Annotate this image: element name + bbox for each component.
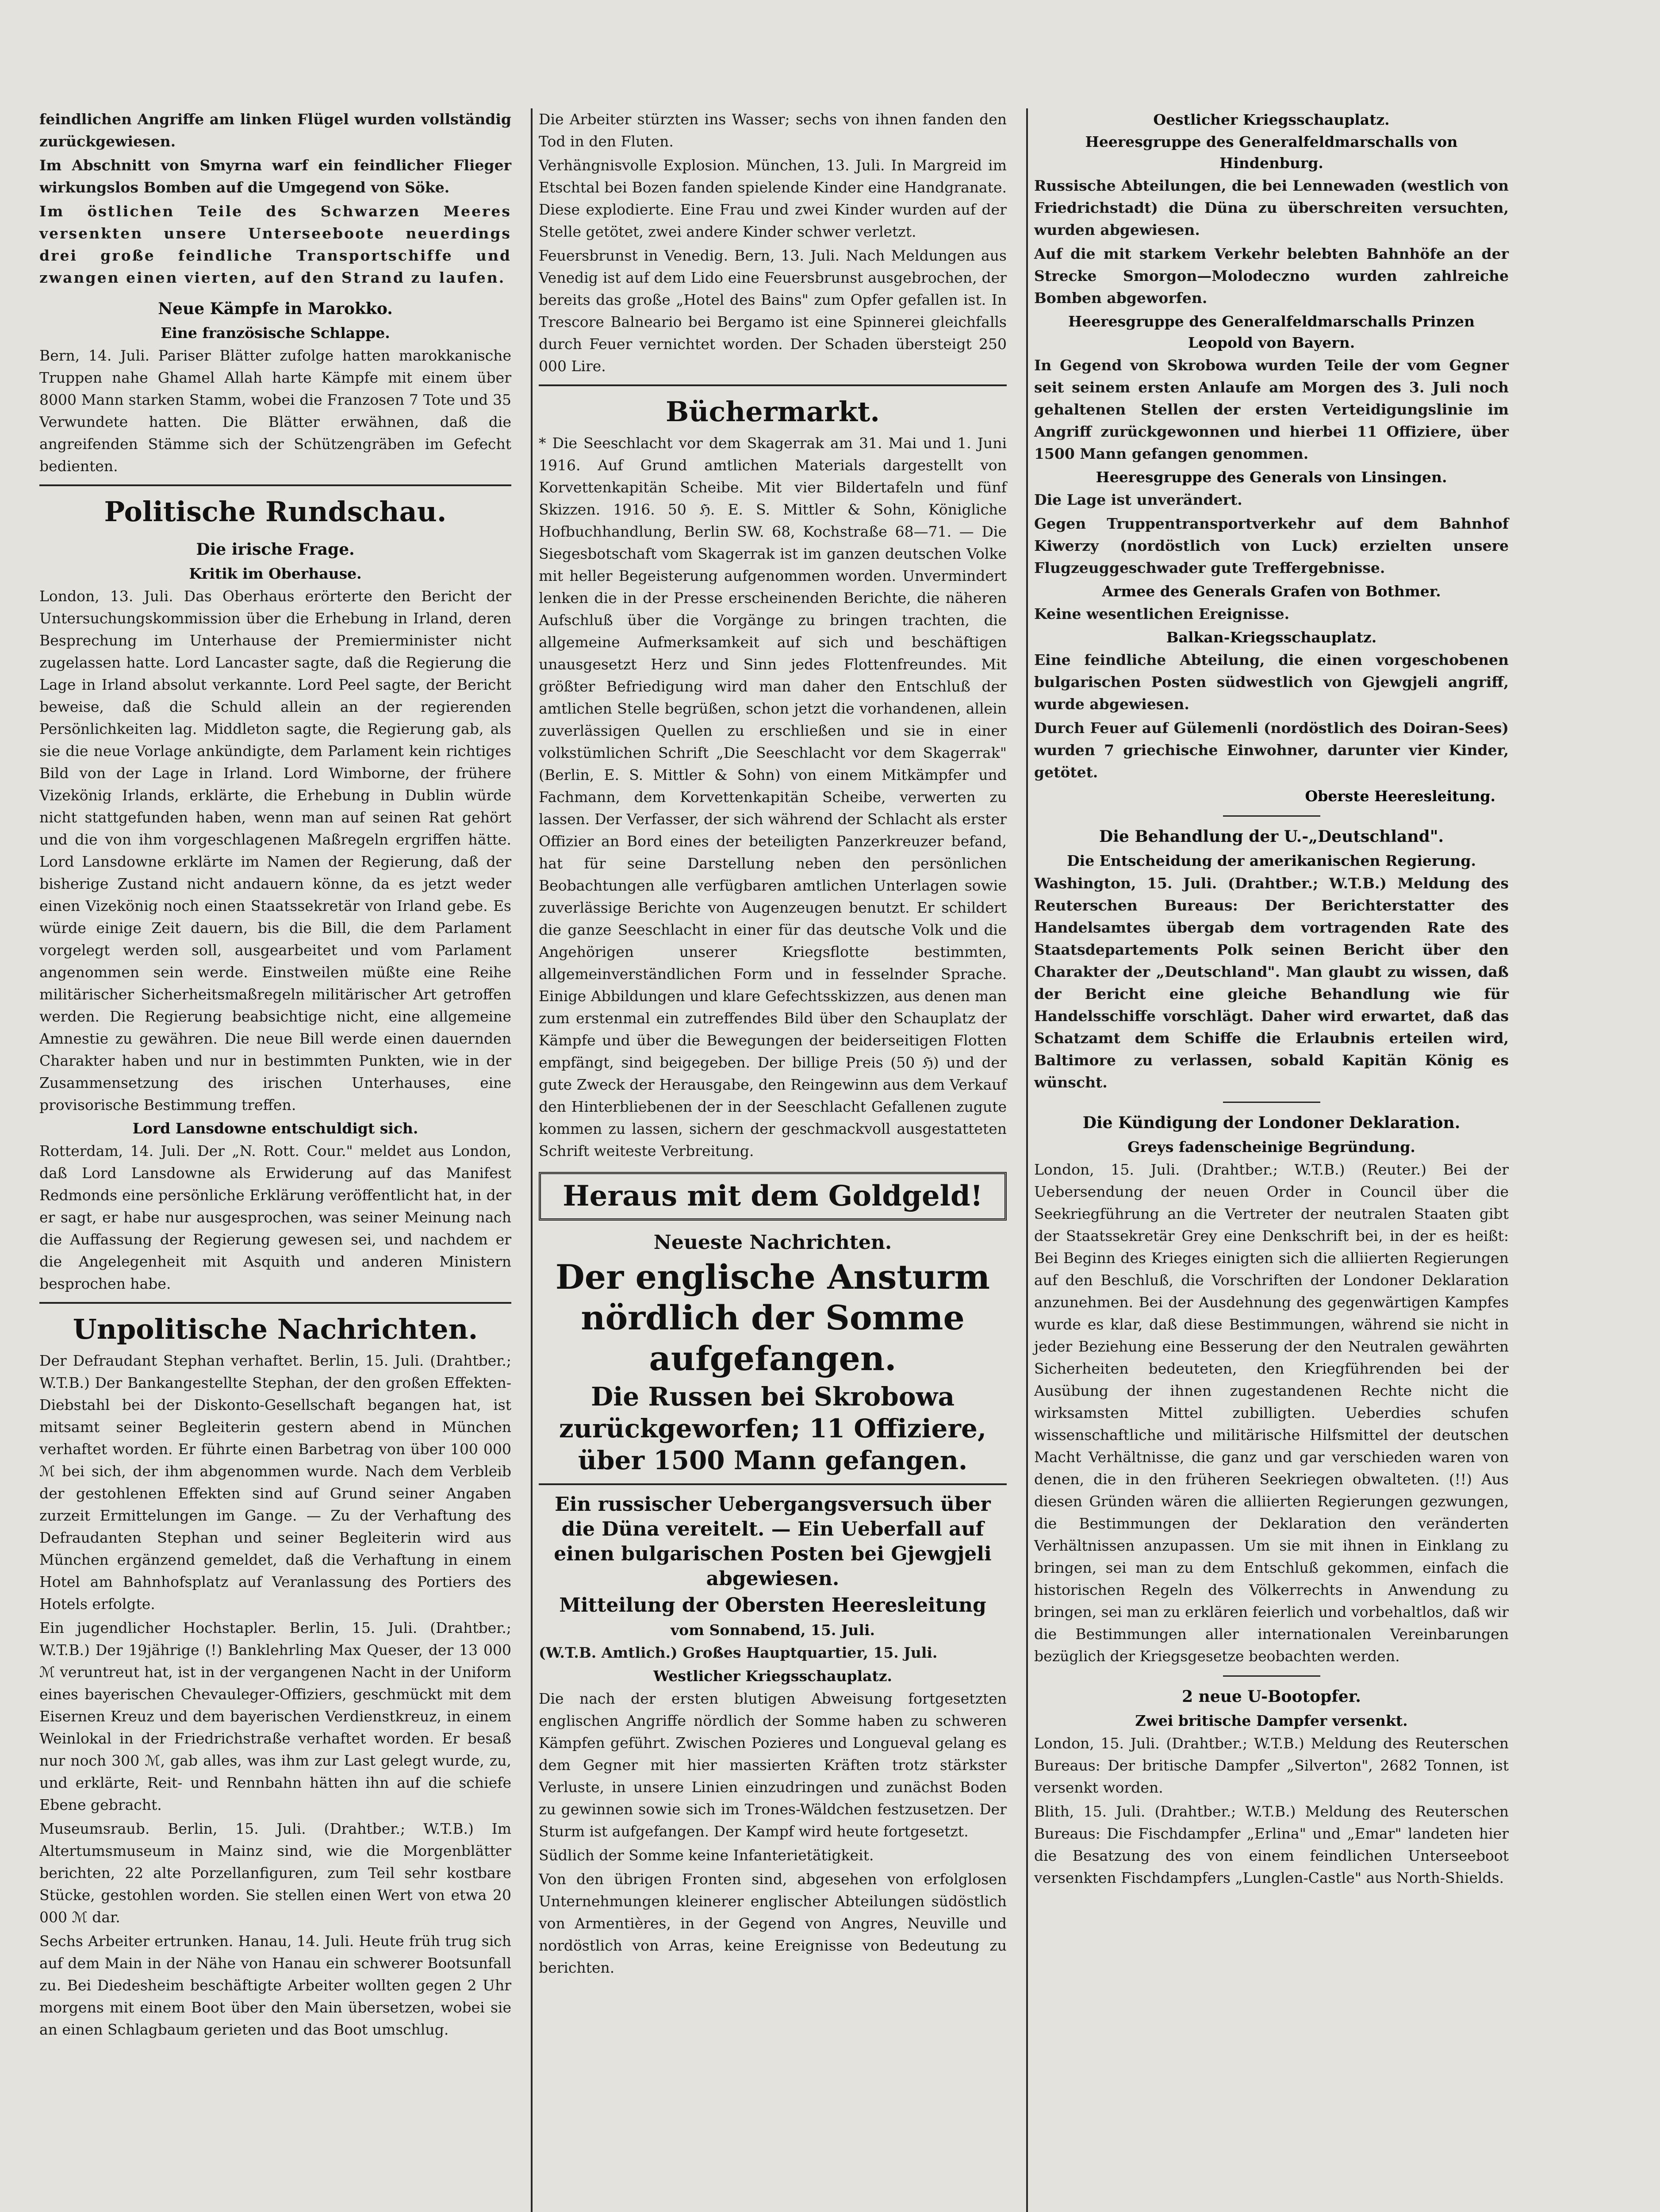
deutschland-heading: Die Behandlung der U.-„Deutschland".	[1099, 827, 1444, 846]
column-3	[1026, 108, 1515, 2212]
divider	[1223, 1675, 1320, 1677]
uboot-text: London, 15. Juli. (Drahtber.; W.T.B.) Meldung des Reuterschen Bureaus: Der britische Dampfer „Silverton", 2682 Tonnen, ist versenkt worden.	[1034, 1735, 1509, 1796]
goldgeld-banner: Heraus mit dem Goldgeld!	[539, 1172, 1007, 1221]
kuendigung-heading: Die Kündigung der Londoner Deklaration.	[1082, 1114, 1461, 1132]
marokko-heading: Neue Kämpfe in Marokko.	[158, 300, 393, 318]
col2-para-2: Verhängnisvolle Explosion. München, 13. Juli. In Margreid im Etschtal bei Bozen fanden spielende Kinder eine Handgranate. Diese explodierte. Eine Frau und zwei Kinder wurden auf der Stelle getötet, zwei andere Kinder schwer verletzt.	[539, 157, 1007, 240]
headline-2: Die Russen bei Skrobowa zurückgeworfen; 11 Offiziere, über 1500 Mann gefangen.	[559, 1382, 987, 1475]
oberste-heading: Mitteilung der Obersten Heeresleitung	[559, 1594, 986, 1617]
col2-para-3: Feuersbrunst in Venedig. Bern, 13. Juli. Nach Meldungen aus Venedig ist auf dem Lido eine Feuersbrunst ausgebrochen, der bereits das große „Hotel des Bains" zum Opfer gefallen ist. In Trescore Balneario bei Bergamo ist eine Spinnerei gleichfalls durch Feuer vernichtet worden. Der Schaden übersteigt 250 000 Lire.	[539, 247, 1007, 375]
buecher-heading: Büchermarkt.	[665, 396, 880, 428]
col2-para-1: Die Arbeiter stürzten ins Wasser; sechs von ihnen fanden den Tod in den Fluten.	[539, 111, 1007, 150]
divider	[39, 1302, 511, 1304]
news-item: Ein jugendlicher Hochstapler. Berlin, 15. Juli. (Drahtber.; W.T.B.) Der 19jährige (!) Banklehrling Max Queser, der 13 000 ℳ veruntreut hat, ist in der vergangenen Nacht in der Uniform eines bayerischen Chevauleger-Offiziers, geschmückt mit dem Eisernen Kreuz und dem bayerischen Verdienstkreuz, in einem Weinlokal in der Friedrichstraße verhaftet worden. Er besaß nur noch 300 ℳ, gab alles, was ihm zur Last gelegt wurde, zu, und erklärte, Reit- und Rennbahn hätten ihn auf die schiefe Ebene gebracht.	[39, 1619, 511, 1813]
hindenburg-heading: Heeresgruppe des Generalfeldmarschalls von Hindenburg.	[1085, 133, 1458, 172]
divider	[539, 1483, 1007, 1485]
neueste-heading: Neueste Nachrichten.	[653, 1231, 892, 1254]
linsingen-text-2: Gegen Truppentransportverkehr auf dem Bahnhof Kiwerzy (nordöstlich von Luck) erzielten unsere Flugzeuggeschwader gute Treffergebnisse.	[1034, 515, 1509, 576]
west-heading: Westlicher Kriegsschauplatz.	[653, 1667, 892, 1685]
unpolitisch-heading: Unpolitische Nachrichten.	[73, 1313, 478, 1345]
uboot-subheading: Zwei britische Dampfer versenkt.	[1135, 1712, 1408, 1729]
wtb-line: (W.T.B. Amtlich.) Großes Hauptquartier, 15. Juli.	[539, 1644, 938, 1661]
irish-heading: Die irische Frage.	[196, 540, 355, 559]
headline-3: Ein russischer Uebergangsversuch über die Düna vereitelt. — Ein Ueberfall auf einen bulgarischen Posten bei Gjewgjeli abgewiesen.	[554, 1493, 992, 1590]
balkan-heading: Balkan-Kriegsschauplatz.	[1166, 629, 1377, 646]
hindenburg-text: Russische Abteilungen, die bei Lennewaden (westlich von Friedrichstadt) die Düna zu überschreiten versuchten, wurden abgewiesen.	[1034, 177, 1509, 238]
news-item: Der Defraudant Stephan verhaftet. Berlin, 15. Juli. (Drahtber.; W.T.B.) Der Bankangestellte Stephan, der den großen Effekten-Diebstahl bei der Diskonto-Gesellschaft begangen hat, ist mitsamt seiner Begleiterin gestern abend in München verhaftet worden. Er führte einen Barbetrag von über 100 000 ℳ bei sich, der ihm abgenommen wurde. Nach dem Verbleib der gestohlenen Effekten sind auf Grund seiner Angaben zurzeit Ermittelungen im Gange. — Zu der Verhaftung des Defraudanten Stephan und seiner Begleiterin wird aus München ergänzend gemeldet, daß die Verhaftung in einem Hotel am Bahnhofsplatz auf Veranlassung des Portiers des Hotels erfolgte.	[39, 1352, 511, 1613]
divider	[1223, 1102, 1320, 1103]
divider	[39, 484, 511, 486]
marokko-article: Bern, 14. Juli. Pariser Blätter zufolge hatten marokkanische Truppen nahe Ghamel Allah harte Kämpfe mit einem über 8000 Mann starken Stamm, wobei die Franzosen 7 Tote und 35 Verwundete hatten. Die Blätter erwähnen, daß die angreifenden Stämme sich der Schützengräben im Gefecht bedienten.	[39, 347, 511, 475]
col1-para-1: feindlichen Angriffe am linken Flügel wurden vollständig zurückgewiesen.	[39, 111, 511, 150]
west-text-3: Von den übrigen Fronten sind, abgesehen von erfolglosen Unternehmungen kleinerer englischer Abteilungen südöstlich von Armentières, in der Gegend von Angres, Neuville und nordöstlich von Arras, keine Ereignisse von Bedeutung zu berichten.	[539, 1870, 1007, 1976]
linsingen-text: Die Lage ist unverändert.	[1034, 491, 1242, 508]
buecher-article: * Die Seeschlacht vor dem Skagerrak am 31. Mai und 1. Juni 1916. Auf Grund amtlichen Materials dargestellt von Korvettenkapitän Scheibe. Mit vier Bildertafeln und fünf Skizzen. 1916. 50 ℌ. E. S. Mittler & Sohn, Königliche Hofbuchhandlung, Berlin SW. 68, Kochstraße 68—71. — Die Siegesbotschaft vom Skagerrak ist im ganzen deutschen Volke mit heller Begeisterung aufgenommen worden. Unvermindert lenken die in der Presse erscheinenden Berichte, die näheren Aufschluß über die Vorgänge zu bringen trachten, die allgemeine Aufmerksamkeit auf sich und beschäftigen unausgesetzt Herz und Sinn jedes Flottenfreundes. Mit größter Befriedigung wird man daher den Entschluß der amtlichen Stelle begrüßen, schon jetzt die vorhandenen, allein zuverlässigen Quellen zu erschließen und sie in einer volkstümlichen Schrift „Die Seeschlacht vor dem Skagerrak" (Berlin, E. S. Mittler & Sohn) von einem Mitkämpfer und Fachmann, dem Korvettenkapitän Scheibe, verwerten zu lassen. Der Verfasser, der sich während der Schlacht als erster Offizier an Bord eines der beteiligten Panzerkreuzer befand, hat für seine Darstellung neben den persönlichen Beobachtungen alle verfügbaren amtlichen Unterlagen sowie zuverlässige Berichte von Augenzeugen benutzt. Er schildert die ganze Seeschlacht in einer für das deutsche Volk und die Angehörigen unserer Kriegsflotte bestimmten, allgemeinverständlichen Form und in fesselnder Sprache. Einige Abbildungen und klare Gefechtsskizzen, aus denen man zum erstenmal ein zutreffendes Bild über den Schauplatz der Kämpfe und über die Bewegungen der beiderseitigen Flotten empfängt, sind beigegeben. Der billige Preis (50 ℌ) und der gute Zweck der Herausgabe, den Reingewinn aus dem Verkauf den Hinterbliebenen der in der Seeschlacht Gefallenen zugute kommen zu lassen, sichern der geschmackvoll ausgestatteten Schrift weiteste Verbreitung.	[539, 434, 1007, 1160]
bothmer-text: Keine wesentlichen Ereignisse.	[1034, 605, 1290, 622]
leopold-heading: Heeresgruppe des Generalfeldmarschalls Prinzen Leopold von Bayern.	[1068, 313, 1475, 351]
west-text: Die nach der ersten blutigen Abweisung fortgesetzten englischen Angriffe nördlich der Somme haben zu schweren Kämpfen geführt. Zwischen Pozieres und Longueval gelang es dem Gegner mit hier massierten Kräften trotz stärkster Verluste, in unsere Linien einzudringen und zunächst Boden zu gewinnen sowie sich im Trones-Wäldchen festzusetzen. Der Sturm ist aufgefangen. Der Kampf wird heute fortgesetzt.	[539, 1690, 1007, 1840]
column-grid	[33, 108, 1515, 2212]
balkan-text: Eine feindliche Abteilung, die einen vorgeschobenen bulgarischen Posten südwestlich von Gjewgjeli angriff, wurde abgewiesen.	[1034, 651, 1509, 713]
news-item: Museumsraub. Berlin, 15. Juli. (Drahtber.; W.T.B.) Im Altertumsmuseum in Mainz sind, wie die Morgenblätter berichten, 22 alte Porzellanfiguren, zum Teil sehr kostbare Stücke, gestohlen worden. Sie stellen einen Wert von etwa 20 000 ℳ dar.	[39, 1820, 511, 1926]
balkan-text-2: Durch Feuer auf Gülemenli (nordöstlich des Doiran-Sees) wurden 7 griechische Einwohner, darunter vier Kinder, getötet.	[1034, 719, 1509, 781]
deutschland-article: Washington, 15. Juli. (Drahtber.; W.T.B.) Meldung des Reuterschen Bureaus: Der Berichterstatter des Handelsamtes übergab dem vortragenden Rate des Staatsdepartements Polk seinen Bericht über den Charakter der „Deutschland". Man glaubt zu wissen, daß der Bericht eine gleiche Behandlung wie für Handelsschiffe vorschlägt. Daher wird erwartet, daß das Schatzamt dem Schiffe die Erlaubnis erteilen wird, Baltimore zu verlassen, sobald Kapitän König es wünscht.	[1034, 875, 1509, 1091]
col1-para-2: Im Abschnitt von Smyrna warf ein feindlicher Flieger wirkungslos Bomben auf die Umgegend von Söke.	[39, 157, 511, 196]
news-item: Sechs Arbeiter ertrunken. Hanau, 14. Juli. Heute früh trug sich auf dem Main in der Nähe von Hanau ein schwerer Bootsunfall zu. Bei Diedesheim beschäftigte Arbeiter wollten gegen 2 Uhr morgens mit einem Boot über den Main übersetzen, wobei sie an einen Schlagbaum gerieten und das Boot umschlug.	[39, 1932, 511, 2038]
lansdowne-article: Rotterdam, 14. Juli. Der „N. Rott. Cour." meldet aus London, daß Lord Lansdowne als Erwiderung auf das Manifest Redmonds eine persönliche Erklärung veröffentlicht hat, in der er sagt, er habe nur ausgesprochen, was seiner Meinung nach die Auffassung der Regierung gewesen sei, und nachdem er die Angelegenheit mit Asquith und anderen Ministern besprochen habe.	[39, 1142, 511, 1292]
uboot-heading: 2 neue U-Bootopfer.	[1182, 1687, 1361, 1706]
col1-para-3: Im östlichen Teile des Schwarzen Meeres versenkten unsere Unterseeboote neuerdings drei große feindliche Transportschiffe und zwangen einen vierten, auf den Strand zu laufen.	[39, 203, 511, 286]
hindenburg-text-2: Auf die mit starkem Verkehr belebten Bahnhöfe an der Strecke Smorgon—Molodeczno wurden zahlreiche Bomben abgeworfen.	[1034, 245, 1509, 307]
divider	[1223, 815, 1320, 817]
kuendigung-subheading: Greys fadenscheinige Begründung.	[1127, 1138, 1415, 1156]
main-headline: Der englische Ansturm nördlich der Somme aufgefangen.	[555, 1257, 990, 1378]
marokko-subheading: Eine französische Schlappe.	[161, 324, 390, 342]
column-2	[531, 108, 1013, 2212]
ost-heading: Oestlicher Kriegsschauplatz.	[1153, 111, 1390, 128]
west-text-2: Südlich der Somme keine Infanterietätigkeit.	[539, 1847, 874, 1864]
oberste-signature: Oberste Heeresleitung.	[1305, 787, 1495, 805]
kuendigung-article: London, 15. Juli. (Drahtber.; W.T.B.) (Reuter.) Bei der Uebersendung der neuen Order in Council über die Seekriegführung an die Vertreter der neutralen Staaten gibt der Staatssekretär Grey eine Denkschrift bei, in der es heißt: Bei Beginn des Krieges einigten sich die alliierten Regierungen auf den Beschluß, die Vorschriften der Londoner Deklaration anzunehmen. Bei der Ausdehnung des gegenwärtigen Kampfes wurde es klar, daß diese Bestimmungen, während sie nicht in jeder Beziehung eine Besserung der den Neutralen gewährten Sicherheiten bedeuteten, den Kriegführenden bei der Ausübung der ihnen zugestandenen Rechte nicht die wirksamsten Mittel zubilligten. Ueberdies schufen wissenschaftliche und militärische Hilfsmittel der deutschen Macht Verhältnisse, die ganz und gar verschieden waren von denen, die in den früheren Seekriegen obwalteten. (!!) Aus diesen Gründen wären die alliierten Regierungen gezwungen, die Bestimmungen der Deklaration den veränderten Verhältnissen anzupassen. Um sie mit ihnen in Einklang zu bringen, sei man zu dem Entschluß gekommen, einfach die historischen Regeln des Völkerrechts in Anwendung zu bringen, sei man zu erklären feierlich und vorbehaltlos, daß wir die Bestimmungen aller internationalen Vereinbarungen bezüglich der Kriegsgesetze beobachten werden.	[1034, 1161, 1509, 1665]
deutschland-subheading: Die Entscheidung der amerikanischen Regierung.	[1067, 852, 1476, 869]
politik-heading: Politische Rundschau.	[104, 495, 447, 528]
uboot-text-2: Blith, 15. Juli. (Drahtber.; W.T.B.) Meldung des Reuterschen Bureaus: Die Fischdampfer „Erlina" und „Emar" landeten hier die Besatzung des von einem feindlichen Unterseeboot versenkten Fischdampfers „Lunglen-Castle" aus North-Shields.	[1034, 1803, 1509, 1886]
linsingen-heading: Heeresgruppe des Generals von Linsingen.	[1096, 469, 1447, 486]
divider	[539, 384, 1007, 386]
oberste-subheading: vom Sonnabend, 15. Juli.	[671, 1621, 875, 1639]
leopold-text: In Gegend von Skrobowa wurden Teile der vom Gegner seit seinem ersten Anlaufe am Morgen des 3. Juli noch gehaltenen Stellen der ersten Verteidigungslinie im Angriff zurückgewonnen und hierbei 11 Offiziere, über 1500 Mann gefangen genommen.	[1034, 357, 1509, 462]
irish-article: London, 13. Juli. Das Oberhaus erörterte den Bericht der Untersuchungskommission über die Erhebung in Irland, deren Besprechung im Unterhause der Premierminister nicht zugelassen hatte. Lord Lancaster sagte, daß die Regierung die Lage in Irland absolut verkannte. Lord Peel sagte, der Bericht beweise, daß die Schuld allein an der regierenden Persönlichkeiten lag. Middleton sagte, die Regierung gab, als sie die neue Vorlage ankündigte, dem Parlament kein richtiges Bild von der Lage in Irland. Lord Wimborne, der frühere Vizekönig Irlands, erklärte, die Erhebung in Dublin würde nicht stattgefunden haben, wenn man auf seinen Rat gehört und die von ihm vorgeschlagenen Maßregeln ergriffen hätte. Lord Lansdowne erklärte im Namen der Regierung, daß der bisherige Zustand nicht andauern könne, da es jetzt weder einen Vizekönig noch einen Staatssekretär von Irland gebe. Es würde einige Zeit dauern, bis die Bill, die dem Parlament vorgelegt werden soll, ausgearbeitet und vom Parlament angenommen sein werde. Einstweilen müßte eine Reihe militärischer Sicherheitsmaßregeln militärischer Art getroffen werden. Die Regierung beabsichtige nicht, eine allgemeine Amnestie zu gewähren. Die neue Bill werde einen dauernden Charakter haben und nur in bestimmten Punkten, wie in der Zusammensetzung des irischen Unterhauses, eine provisorische Bestimmung treffen.	[39, 588, 511, 1114]
lansdowne-subheading: Lord Lansdowne entschuldigt sich.	[132, 1120, 418, 1137]
bothmer-heading: Armee des Generals Grafen von Bothmer.	[1102, 583, 1441, 600]
irish-subheading: Kritik im Oberhause.	[189, 565, 362, 582]
column-1	[33, 108, 518, 2212]
